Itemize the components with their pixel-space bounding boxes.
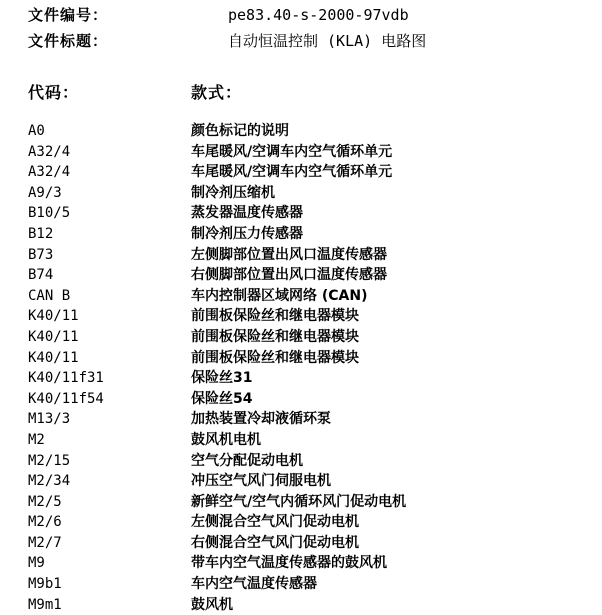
component-description: 前围板保险丝和继电器模块 xyxy=(191,349,359,366)
component-code: K40/11f31 xyxy=(28,370,104,387)
list-item xyxy=(28,533,588,554)
component-description: 左侧混合空气风门促动电机 xyxy=(191,514,359,531)
list-item xyxy=(28,265,588,286)
component-code: B12 xyxy=(28,225,54,242)
component-description: 前围板保险丝和继电器模块 xyxy=(191,328,359,345)
list-item xyxy=(28,183,588,204)
component-code: K40/11 xyxy=(28,349,79,366)
component-code: K40/11 xyxy=(28,328,79,345)
list-item xyxy=(28,327,588,348)
component-description: 鼓风机 xyxy=(191,596,233,613)
list-item xyxy=(28,162,588,183)
component-description: 保险丝31 xyxy=(191,370,253,387)
component-code: M2 xyxy=(28,431,45,448)
component-code: B74 xyxy=(28,267,54,284)
list-item xyxy=(28,430,588,451)
list-item xyxy=(28,121,588,142)
file-number-value: pe83.40-s-2000-97vdb xyxy=(228,6,409,24)
component-code: A32/4 xyxy=(28,143,71,160)
description-column-header: 款式： xyxy=(191,83,243,102)
component-code: M9b1 xyxy=(28,576,62,593)
list-item xyxy=(28,471,588,492)
component-code: M9m1 xyxy=(28,596,62,613)
list-item xyxy=(28,595,588,615)
list-item xyxy=(28,553,588,574)
list-item xyxy=(28,203,588,224)
component-description: 制冷剂压缩机 xyxy=(191,184,275,201)
list-item xyxy=(28,348,588,369)
component-description: 前围板保险丝和继电器模块 xyxy=(191,308,359,325)
list-item xyxy=(28,224,588,245)
component-description: 新鲜空气/空气内循环风门促动电机 xyxy=(191,493,407,510)
component-code: B10/5 xyxy=(28,205,71,222)
file-title-label: 文件标题： xyxy=(28,32,109,50)
component-code: CAN B xyxy=(28,287,71,304)
component-description: 带车内空气温度传感器的鼓风机 xyxy=(191,555,387,572)
component-code: M2/34 xyxy=(28,473,71,490)
component-code: A32/4 xyxy=(28,164,71,181)
component-description: 右侧混合空气风门促动电机 xyxy=(191,534,359,551)
list-item xyxy=(28,286,588,307)
list-item xyxy=(28,142,588,163)
list-item xyxy=(28,245,588,266)
component-code: B73 xyxy=(28,246,54,263)
component-description: 车内空气温度传感器 xyxy=(191,576,317,593)
component-code: M13/3 xyxy=(28,411,71,428)
list-item xyxy=(28,512,588,533)
component-list xyxy=(28,121,588,615)
component-description: 鼓风机电机 xyxy=(191,431,261,448)
component-description: 车尾暖风/空调车内空气循环单元 xyxy=(191,164,393,181)
component-description: 右侧脚部位置出风口温度传感器 xyxy=(191,267,387,284)
component-description: 加热装置冷却液循环泵 xyxy=(191,411,331,428)
component-description: 冲压空气风门伺服电机 xyxy=(191,473,331,490)
list-item xyxy=(28,492,588,513)
list-item xyxy=(28,368,588,389)
component-code: M2/6 xyxy=(28,514,62,531)
component-description: 车尾暖风/空调车内空气循环单元 xyxy=(191,143,393,160)
component-description: 车内控制器区域网络 (CAN) xyxy=(191,287,368,304)
component-description: 蒸发器温度传感器 xyxy=(191,205,303,222)
component-description: 制冷剂压力传感器 xyxy=(191,225,303,242)
component-description: 颜色标记的说明 xyxy=(191,123,289,139)
component-code: M2/15 xyxy=(28,452,71,469)
component-description: 左侧脚部位置出风口温度传感器 xyxy=(191,246,387,263)
list-item xyxy=(28,306,588,327)
component-description: 保险丝54 xyxy=(191,390,253,407)
component-code: M2/7 xyxy=(28,534,62,551)
component-code: K40/11 xyxy=(28,308,79,325)
component-description: 空气分配促动电机 xyxy=(191,452,303,469)
code-column-header: 代码： xyxy=(28,83,80,102)
list-item xyxy=(28,389,588,410)
list-item xyxy=(28,451,588,472)
component-code: A0 xyxy=(28,123,45,139)
component-code: M9 xyxy=(28,555,45,572)
file-number-label: 文件编号： xyxy=(28,6,109,24)
list-item xyxy=(28,574,588,595)
list-item xyxy=(28,409,588,430)
component-code: A9/3 xyxy=(28,184,62,201)
file-title-value: 自动恒温控制 (KLA) 电路图 xyxy=(228,32,427,50)
component-code: K40/11f54 xyxy=(28,390,104,407)
component-code: M2/5 xyxy=(28,493,62,510)
